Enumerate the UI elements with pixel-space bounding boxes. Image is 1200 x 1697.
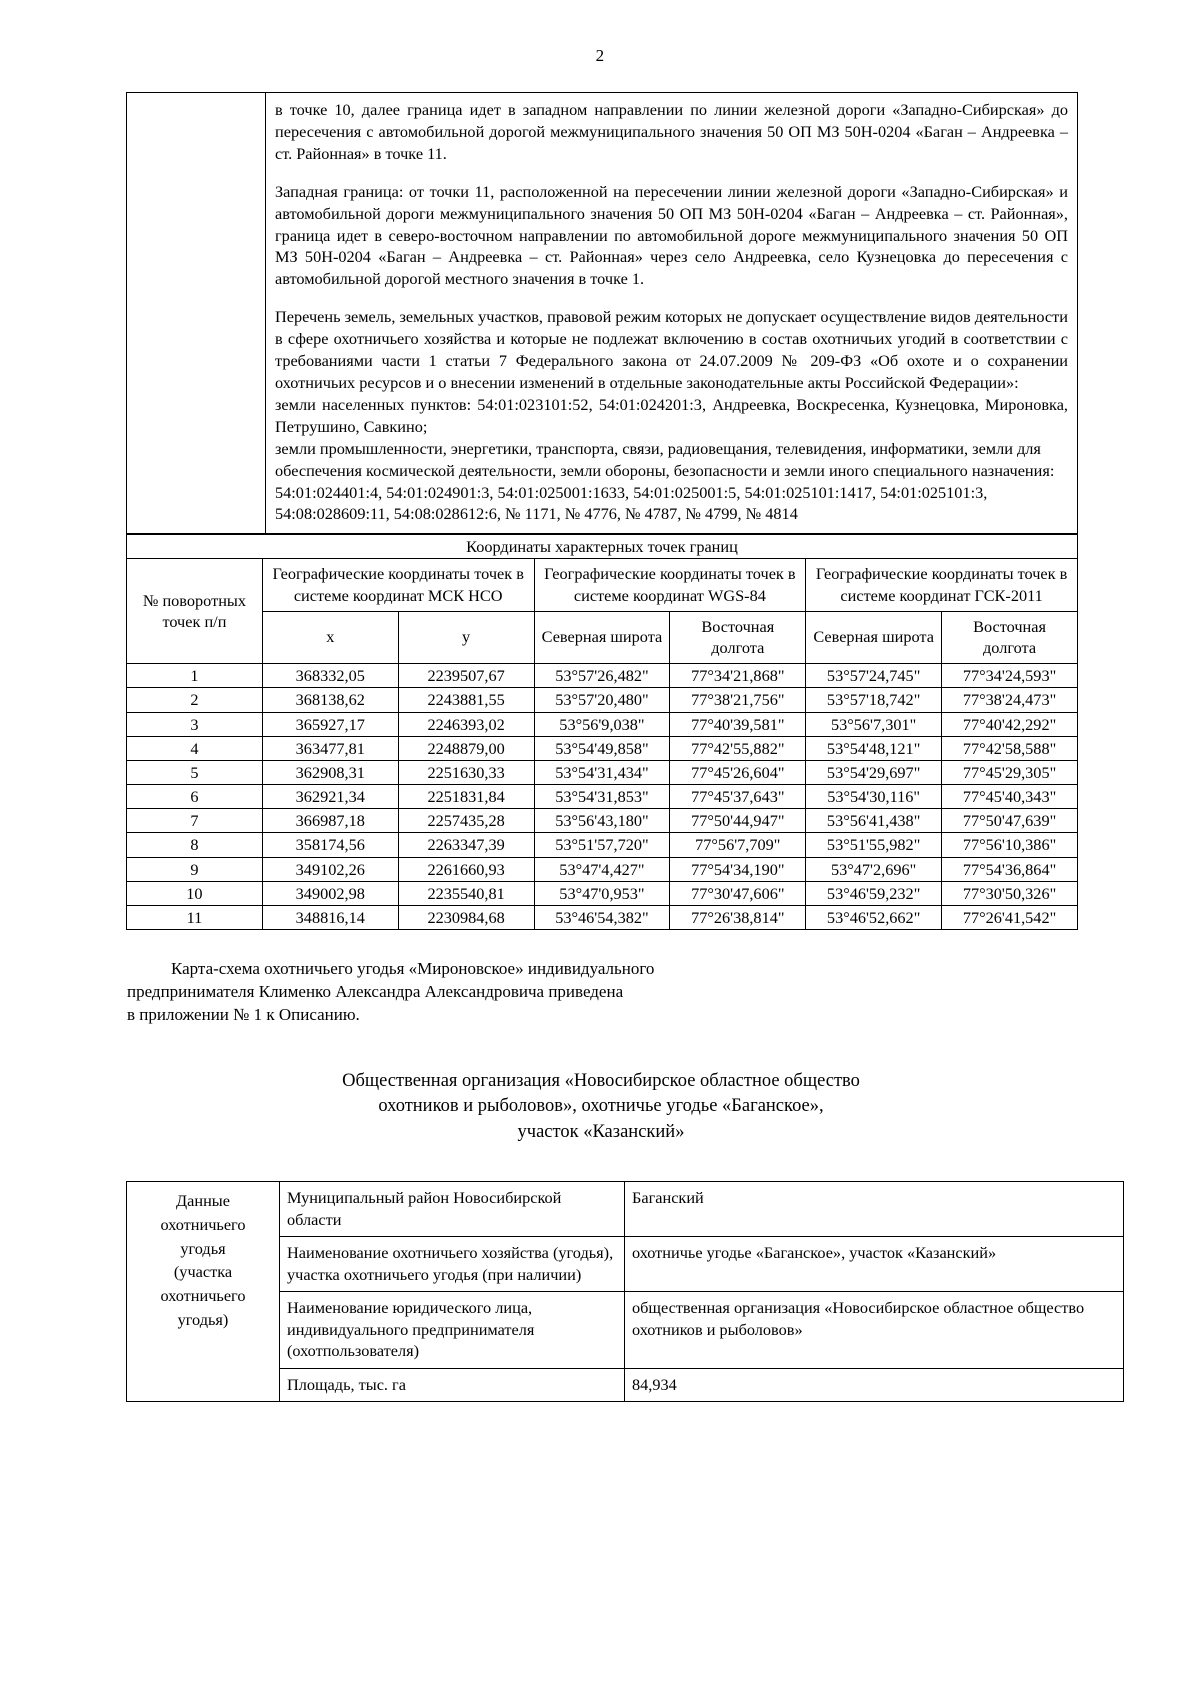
description-cell bbox=[266, 93, 1078, 534]
cell-gsk-east: 77°45'40,343" bbox=[942, 785, 1078, 809]
cell-point-number: 3 bbox=[127, 712, 263, 736]
map-note-line-3: в приложении № 1 к Описанию. bbox=[127, 1004, 360, 1024]
header-point-number: № поворотных точек п/п bbox=[127, 559, 263, 664]
info-row-label: Наименование юридического лица, индивидуального предпринимателя (охотпользователя) bbox=[280, 1292, 625, 1369]
cell-msk-y: 2246393,02 bbox=[398, 712, 534, 736]
coordinates-header-row bbox=[127, 559, 1078, 611]
header-wgs-north: Северная широта bbox=[534, 611, 670, 663]
cell-wgs-north: 53°51'57,720" bbox=[534, 833, 670, 857]
cell-point-number: 7 bbox=[127, 809, 263, 833]
cell-gsk-north: 53°56'41,438" bbox=[806, 809, 942, 833]
cell-wgs-north: 53°57'26,482" bbox=[534, 664, 670, 688]
cell-wgs-north: 53°57'20,480" bbox=[534, 688, 670, 712]
coordinates-body bbox=[127, 664, 1078, 930]
coordinates-caption-row bbox=[127, 535, 1078, 559]
cell-gsk-north: 53°46'59,232" bbox=[806, 881, 942, 905]
header-gsk2011: Географические координаты точек в системе координат ГСК-2011 bbox=[806, 559, 1078, 611]
cell-wgs-north: 53°46'54,382" bbox=[534, 905, 670, 929]
table-row bbox=[127, 809, 1078, 833]
cell-msk-y: 2251630,33 bbox=[398, 760, 534, 784]
info-side-label-line: (участка bbox=[173, 1262, 233, 1282]
info-side-label-line: охотничьего bbox=[160, 1215, 246, 1235]
cell-point-number: 9 bbox=[127, 857, 263, 881]
hunting-ground-info-table bbox=[126, 1181, 1124, 1402]
cell-msk-x: 349102,26 bbox=[262, 857, 398, 881]
header-wgs84: Географические координаты точек в системе координат WGS-84 bbox=[534, 559, 806, 611]
info-row-label: Наименование охотничьего хозяйства (угодья), участка охотничьего угодья (при наличии) bbox=[280, 1237, 625, 1292]
cell-wgs-north: 53°56'9,038" bbox=[534, 712, 670, 736]
table-row bbox=[127, 93, 1078, 534]
cell-wgs-east: 77°40'39,581" bbox=[670, 712, 806, 736]
table-row bbox=[127, 833, 1078, 857]
table-row bbox=[127, 760, 1078, 784]
header-msk-nso: Географические координаты точек в системе координат МСК НСО bbox=[262, 559, 534, 611]
cell-gsk-north: 53°54'48,121" bbox=[806, 736, 942, 760]
paragraph-continuation: в точке 10, далее граница идет в западном направлении по линии железной дороги «Западно-Сибирская» до пересечения с автомобильной дорогой межмуниципального значения 50 ОП МЗ 50Н-0204 «Баган – Андреевка – ст. Районная» в точке 11. bbox=[275, 100, 1068, 163]
coordinates-table bbox=[126, 534, 1078, 930]
cell-wgs-east: 77°54'34,190" bbox=[670, 857, 806, 881]
table-row bbox=[127, 785, 1078, 809]
land-line-industrial: земли промышленности, энергетики, транспорта, связи, радиовещания, телевидения, информатики, земли для обеспечения космической деятельности, земли обороны, безопасности и земли иного специального назначения: 54:01:024401:4, 54:01:024901:3, 54:01:025001:1633, 54:01:025001:5, 54:01:025101:1417, 54:01:025101:3, 54:08:028609:11, 54:08:028612:6, № 1171, № 4776, № 4787, № 4799, № 4814 bbox=[275, 438, 1055, 524]
table-row bbox=[127, 881, 1078, 905]
cell-msk-x: 348816,14 bbox=[262, 905, 398, 929]
cell-msk-x: 358174,56 bbox=[262, 833, 398, 857]
page-content bbox=[126, 92, 1085, 1402]
page-number: 2 bbox=[595, 46, 605, 65]
info-row-value: Баганский bbox=[625, 1182, 1124, 1237]
cell-gsk-east: 77°56'10,386" bbox=[942, 833, 1078, 857]
header-gsk-north: Северная широта bbox=[806, 611, 942, 663]
table-row bbox=[127, 736, 1078, 760]
cell-gsk-north: 53°46'52,662" bbox=[806, 905, 942, 929]
cell-wgs-east: 77°56'7,709" bbox=[670, 833, 806, 857]
info-side-label bbox=[127, 1182, 280, 1402]
cell-wgs-north: 53°54'49,858" bbox=[534, 736, 670, 760]
header-x: x bbox=[262, 611, 398, 663]
cell-gsk-east: 77°50'47,639" bbox=[942, 809, 1078, 833]
table-row bbox=[127, 1182, 1124, 1237]
cell-gsk-north: 53°57'24,745" bbox=[806, 664, 942, 688]
cell-msk-y: 2239507,67 bbox=[398, 664, 534, 688]
cell-msk-x: 349002,98 bbox=[262, 881, 398, 905]
header-y: y bbox=[398, 611, 534, 663]
section-title-line-1: Общественная организация «Новосибирское областное общество bbox=[342, 1070, 860, 1091]
continuation-table bbox=[126, 92, 1078, 534]
section-title-line-3: участок «Казанский» bbox=[517, 1121, 685, 1142]
cell-gsk-north: 53°54'29,697" bbox=[806, 760, 942, 784]
table-row bbox=[127, 905, 1078, 929]
cell-point-number: 2 bbox=[127, 688, 263, 712]
cell-wgs-east: 77°45'37,643" bbox=[670, 785, 806, 809]
cell-wgs-east: 77°50'44,947" bbox=[670, 809, 806, 833]
cell-gsk-east: 77°34'24,593" bbox=[942, 664, 1078, 688]
map-note-line-2: предпринимателя Клименко Александра Александровича приведена bbox=[127, 982, 624, 1001]
cell-wgs-east: 77°34'21,868" bbox=[670, 664, 806, 688]
cell-msk-x: 368138,62 bbox=[262, 688, 398, 712]
cell-msk-y: 2263347,39 bbox=[398, 833, 534, 857]
info-table-body bbox=[127, 1182, 1124, 1402]
cell-msk-y: 2243881,55 bbox=[398, 688, 534, 712]
description-text bbox=[266, 93, 1077, 533]
cell-gsk-east: 77°26'41,542" bbox=[942, 905, 1078, 929]
paragraph-excluded-lands: Перечень земель, земельных участков, правовой режим которых не допускает осуществление видов деятельности в сфере охотничьего хозяйства и которые не подлежат включению в состав охотничьих угодий в соответствии с требованиями части 1 статьи 7 Федерального закона от 24.07.2009 № 209-ФЗ «Об охоте и о сохранении охотничьих ресурсов и о внесении изменений в отдельные законодательные акты Российской Федерации»: bbox=[275, 307, 1068, 392]
cell-gsk-east: 77°45'29,305" bbox=[942, 760, 1078, 784]
map-scheme-note bbox=[126, 958, 1076, 1027]
table-row bbox=[127, 857, 1078, 881]
cell-gsk-north: 53°54'30,116" bbox=[806, 785, 942, 809]
cell-msk-x: 366987,18 bbox=[262, 809, 398, 833]
cell-wgs-east: 77°45'26,604" bbox=[670, 760, 806, 784]
cell-wgs-east: 77°30'47,606" bbox=[670, 881, 806, 905]
cell-msk-y: 2257435,28 bbox=[398, 809, 534, 833]
cell-gsk-east: 77°42'58,588" bbox=[942, 736, 1078, 760]
cell-point-number: 10 bbox=[127, 881, 263, 905]
info-row-value: охотничье угодье «Баганское», участок «Казанский» bbox=[625, 1237, 1124, 1292]
cell-wgs-north: 53°47'0,953" bbox=[534, 881, 670, 905]
cell-wgs-east: 77°38'21,756" bbox=[670, 688, 806, 712]
info-row-label: Муниципальный район Новосибирской области bbox=[280, 1182, 625, 1237]
map-note-line-1: Карта-схема охотничьего угодья «Мироновское» индивидуального bbox=[171, 959, 655, 979]
coordinates-caption: Координаты характерных точек границ bbox=[127, 535, 1078, 559]
paragraph-western-border: Западная граница: от точки 11, расположенной на пересечении линии железной дороги «Западно-Сибирская» и автомобильной дороги межмуниципального значения 50 ОП МЗ 50Н-0204 «Баган – Андреевка – ст. Районная», граница идет в северо-восточном направлении по автомобильной дороге межмуниципального значения 50 ОП МЗ 50Н-0204 «Баган – Андреевка – ст. Районная» через село Андреевка, село Кузнецовка до пересечения с автомобильной дорогой местного значения в точке 1. bbox=[275, 181, 1068, 289]
cell-point-number: 5 bbox=[127, 760, 263, 784]
cell-wgs-east: 77°42'55,882" bbox=[670, 736, 806, 760]
section-title bbox=[126, 1069, 1076, 1146]
cell-msk-y: 2251831,84 bbox=[398, 785, 534, 809]
info-side-label-line: угодья bbox=[180, 1238, 226, 1258]
cell-point-number: 1 bbox=[127, 664, 263, 688]
cell-gsk-north: 53°51'55,982" bbox=[806, 833, 942, 857]
section-title-line-2: охотников и рыболовов», охотничье угодье «Баганское», bbox=[378, 1096, 824, 1117]
cell-msk-x: 362908,31 bbox=[262, 760, 398, 784]
cell-point-number: 8 bbox=[127, 833, 263, 857]
info-side-label-line: Данные bbox=[176, 1191, 230, 1211]
info-row-label: Площадь, тыс. га bbox=[280, 1368, 625, 1402]
cell-msk-y: 2261660,93 bbox=[398, 857, 534, 881]
cell-msk-x: 365927,17 bbox=[262, 712, 398, 736]
info-side-label-line: угодья) bbox=[177, 1309, 229, 1329]
cell-gsk-east: 77°30'50,326" bbox=[942, 881, 1078, 905]
cell-wgs-north: 53°56'43,180" bbox=[534, 809, 670, 833]
header-gsk-east: Восточная долгота bbox=[942, 611, 1078, 663]
info-side-label-line: охотничьего bbox=[160, 1285, 246, 1305]
cell-msk-x: 368332,05 bbox=[262, 664, 398, 688]
table-row bbox=[127, 688, 1078, 712]
cell-msk-x: 363477,81 bbox=[262, 736, 398, 760]
cell-gsk-east: 77°38'24,473" bbox=[942, 688, 1078, 712]
cell-wgs-north: 53°54'31,853" bbox=[534, 785, 670, 809]
cell-gsk-north: 53°57'18,742" bbox=[806, 688, 942, 712]
cell-msk-y: 2235540,81 bbox=[398, 881, 534, 905]
cell-msk-y: 2230984,68 bbox=[398, 905, 534, 929]
cell-gsk-east: 77°40'42,292" bbox=[942, 712, 1078, 736]
table-row bbox=[127, 664, 1078, 688]
header-wgs-east: Восточная долгота bbox=[670, 611, 806, 663]
cell-wgs-east: 77°26'38,814" bbox=[670, 905, 806, 929]
cell-point-number: 11 bbox=[127, 905, 263, 929]
cell-wgs-north: 53°47'4,427" bbox=[534, 857, 670, 881]
cell-gsk-east: 77°54'36,864" bbox=[942, 857, 1078, 881]
coordinates-subheader-row bbox=[127, 611, 1078, 663]
cell-msk-x: 362921,34 bbox=[262, 785, 398, 809]
info-row-value: общественная организация «Новосибирское областное общество охотников и рыболовов» bbox=[625, 1292, 1124, 1369]
empty-side-cell bbox=[127, 93, 266, 534]
cell-msk-y: 2248879,00 bbox=[398, 736, 534, 760]
cell-gsk-north: 53°47'2,696" bbox=[806, 857, 942, 881]
info-row-value: 84,934 bbox=[625, 1368, 1124, 1402]
cell-wgs-north: 53°54'31,434" bbox=[534, 760, 670, 784]
land-line-settlements: земли населенных пунктов: 54:01:023101:52, 54:01:024201:3, Андреевка, Воскресенка, Кузнецовка, Мироновка, Петрушино, Савкино; bbox=[275, 394, 1068, 436]
cell-point-number: 6 bbox=[127, 785, 263, 809]
cell-gsk-north: 53°56'7,301" bbox=[806, 712, 942, 736]
cell-point-number: 4 bbox=[127, 736, 263, 760]
table-row bbox=[127, 712, 1078, 736]
